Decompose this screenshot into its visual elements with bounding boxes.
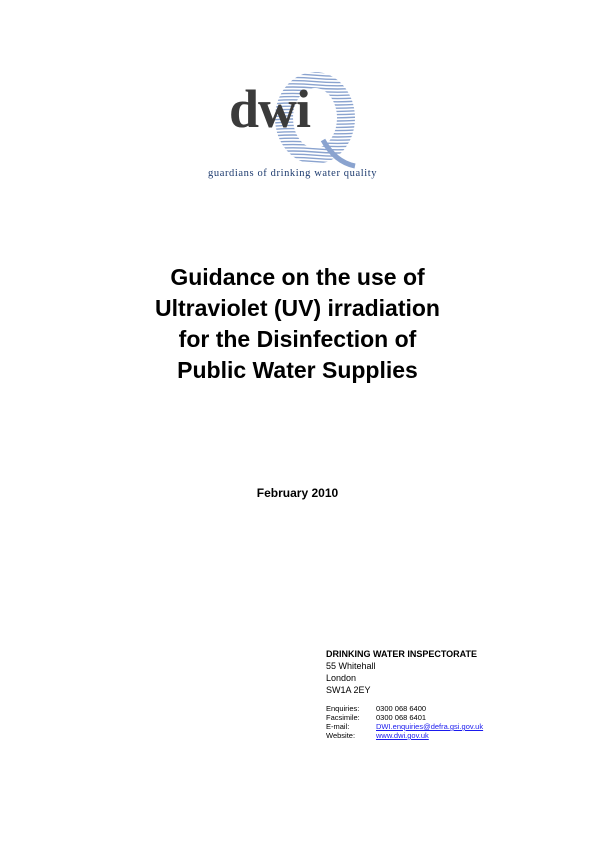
contact-row-facsimile (326, 713, 483, 722)
organisation-name: DRINKING WATER INSPECTORATE (326, 649, 478, 659)
logo-tagline: guardians of drinking water quality (208, 168, 378, 179)
email-link[interactable]: DWI.enquiries@defra.gsi.gov.uk (376, 722, 484, 731)
enquiries-phone: 0300 068 6400 (376, 704, 427, 713)
logo-wordmark: dwi (229, 79, 311, 139)
facsimile-number: 0300 068 6401 (376, 713, 427, 722)
title-line: Guidance on the use of (170, 264, 425, 290)
contact-row-website (326, 731, 483, 740)
contact-label: Enquiries: (326, 704, 360, 713)
contact-row-enquiries (326, 704, 483, 713)
document-title (0, 262, 595, 386)
title-line: Ultraviolet (UV) irradiation (155, 295, 440, 321)
title-line: Public Water Supplies (177, 357, 418, 383)
emblem-wave-stripe (271, 157, 361, 159)
contact-row-email (326, 722, 483, 731)
emblem-wave-stripe (271, 151, 361, 153)
contact-label: Facsimile: (326, 713, 360, 722)
emblem-wave-stripe (271, 148, 361, 150)
publication-date: February 2010 (256, 486, 339, 500)
contact-label: Website: (326, 731, 356, 740)
dwi-logo (205, 70, 405, 185)
contact-label: E-mail: (326, 722, 350, 731)
address-line: 55 Whitehall (326, 661, 376, 671)
title-line: for the Disinfection of (178, 326, 417, 352)
address-line: London (326, 673, 357, 683)
emblem-wave-stripe (271, 74, 361, 76)
contact-details (326, 704, 483, 740)
address-line: SW1A 2EY (326, 685, 371, 695)
organisation-address (326, 648, 477, 696)
emblem-wave-stripe (271, 71, 361, 73)
website-link[interactable]: www.dwi.gov.uk (376, 731, 429, 740)
emblem-wave-stripe (271, 154, 361, 156)
